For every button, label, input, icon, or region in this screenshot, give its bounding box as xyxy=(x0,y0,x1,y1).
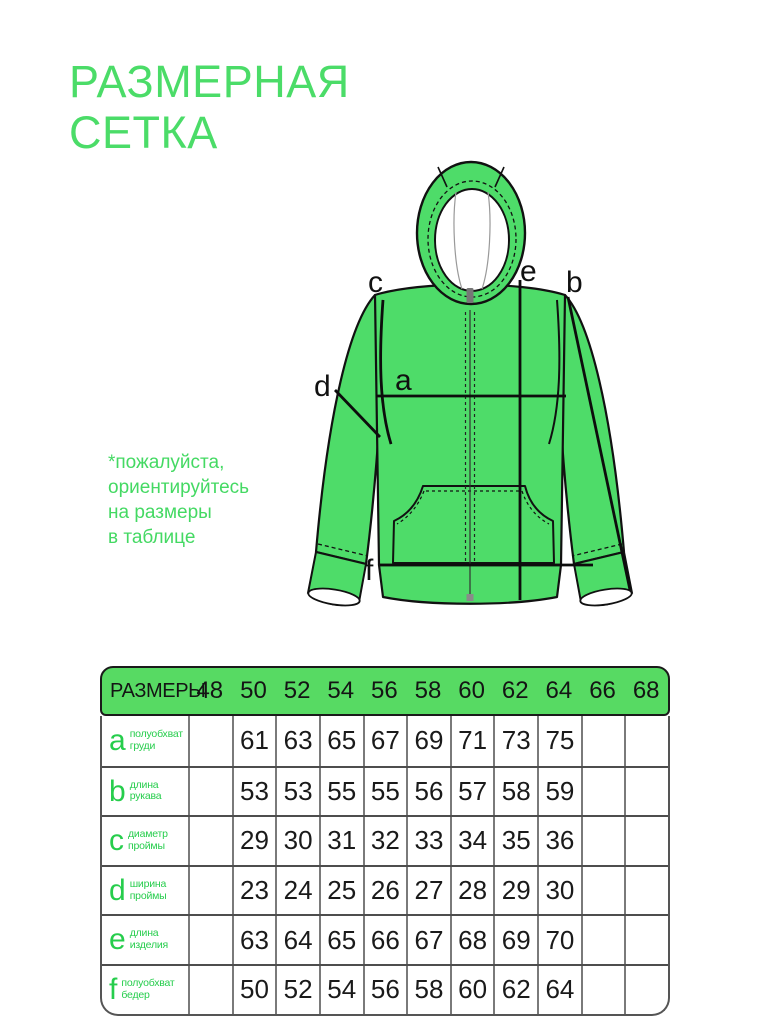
size-value-cell: 26 xyxy=(363,867,407,915)
size-column-header: 62 xyxy=(501,677,529,704)
size-column-header: 66 xyxy=(589,677,616,704)
size-value-cell: 56 xyxy=(363,966,407,1014)
size-value-cell: 69 xyxy=(493,916,537,964)
size-value-cell: 28 xyxy=(450,867,494,915)
size-value-cell: 23 xyxy=(232,867,276,915)
size-column-header: 50 xyxy=(240,677,267,704)
size-value-cell xyxy=(624,867,668,915)
note-line: на размеры xyxy=(108,502,212,524)
table-row xyxy=(102,815,668,865)
diagram-label-e: e xyxy=(520,255,537,288)
size-value-cell xyxy=(624,916,668,964)
size-column-header: 52 xyxy=(283,677,311,704)
table-corner-label: РАЗМЕРЫ xyxy=(110,679,206,702)
size-value-cell: 57 xyxy=(450,768,494,816)
size-value-cell: 65 xyxy=(319,916,363,964)
hoodie-pocket xyxy=(393,486,554,563)
measure-letter: c xyxy=(109,824,124,858)
size-value-cell: 54 xyxy=(319,966,363,1014)
size-value-cell xyxy=(581,867,625,915)
size-value-cell: 27 xyxy=(406,867,450,915)
measure-description: полуобхват бедер xyxy=(121,977,175,1001)
size-value-cell: 52 xyxy=(275,966,319,1014)
measure-description: длина рукава xyxy=(129,778,162,803)
size-column-header: 56 xyxy=(371,677,398,704)
size-value-cell: 73 xyxy=(493,716,537,766)
size-value-cell xyxy=(188,716,232,766)
size-value-cell: 55 xyxy=(363,768,407,816)
size-value-cell xyxy=(581,817,625,865)
note-line: *пожалуйста, xyxy=(108,452,225,473)
size-value-cell xyxy=(581,916,625,964)
table-row xyxy=(102,716,668,766)
size-value-cell xyxy=(188,867,232,915)
measure-label-cell xyxy=(102,867,188,915)
note-line: ориентируйтесь xyxy=(108,477,250,499)
size-value-cell xyxy=(624,817,668,865)
size-value-cell: 24 xyxy=(275,867,319,915)
diagram-label-d: d xyxy=(314,370,331,403)
measure-label-cell xyxy=(102,817,188,865)
size-value-cell xyxy=(581,768,625,816)
size-column-header: 60 xyxy=(458,677,485,704)
measure-label-cell xyxy=(102,966,188,1014)
size-value-cell xyxy=(188,768,232,816)
size-value-cell xyxy=(624,716,668,766)
table-row xyxy=(102,914,668,964)
size-value-cell xyxy=(581,966,625,1014)
size-value-cell: 68 xyxy=(450,916,494,964)
hoodie-right-sleeve xyxy=(559,295,633,608)
size-value-cell: 62 xyxy=(493,966,537,1014)
size-value-cell: 34 xyxy=(450,817,494,865)
measure-letter: e xyxy=(109,923,126,957)
measure-description: полуобхват груди xyxy=(129,728,183,752)
measure-letter: b xyxy=(109,774,126,808)
size-value-cell xyxy=(188,916,232,964)
measure-label-cell xyxy=(102,916,188,964)
size-value-cell: 58 xyxy=(406,966,450,1014)
size-value-cell: 64 xyxy=(275,916,319,964)
size-value-cell: 35 xyxy=(493,817,537,865)
size-value-cell: 65 xyxy=(319,716,363,766)
size-value-cell: 64 xyxy=(537,966,581,1014)
size-value-cell: 69 xyxy=(406,716,450,766)
table-row xyxy=(102,964,668,1014)
size-value-cell: 53 xyxy=(275,768,319,816)
size-value-cell: 63 xyxy=(275,716,319,766)
hoodie-sketch-svg xyxy=(280,150,680,650)
diagram-label-a: a xyxy=(395,364,412,397)
size-value-cell: 31 xyxy=(319,817,363,865)
page-title xyxy=(69,56,350,159)
measure-description: диаметр проймы xyxy=(128,828,168,852)
size-value-cell: 29 xyxy=(493,867,537,915)
zipper-bottom-stop xyxy=(467,594,474,601)
note-text xyxy=(108,450,249,550)
size-value-cell xyxy=(188,817,232,865)
size-value-cell xyxy=(624,966,668,1014)
measure-description: ширина проймы xyxy=(129,877,167,902)
size-value-cell: 33 xyxy=(406,817,450,865)
size-value-cell: 29 xyxy=(232,817,276,865)
size-column-header: 64 xyxy=(545,677,573,704)
size-value-cell: 67 xyxy=(363,716,407,766)
diagram-label-b: b xyxy=(566,266,583,299)
zipper-pull xyxy=(467,288,474,303)
size-value-cell: 58 xyxy=(493,768,537,816)
measure-letter: d xyxy=(109,873,126,907)
size-value-cell: 56 xyxy=(406,768,450,816)
size-value-cell: 59 xyxy=(537,768,581,816)
size-value-cell: 55 xyxy=(319,768,363,816)
measure-letter: a xyxy=(109,724,126,758)
note-line: в таблице xyxy=(108,527,196,549)
hoodie-hood xyxy=(417,162,525,304)
size-value-cell: 61 xyxy=(232,716,276,766)
size-value-cell: 66 xyxy=(363,916,407,964)
table-body xyxy=(100,716,670,1016)
size-value-cell: 67 xyxy=(406,916,450,964)
size-value-cell: 53 xyxy=(232,768,276,816)
hoodie-diagram xyxy=(280,150,680,650)
size-value-cell xyxy=(624,768,668,816)
size-value-cell: 71 xyxy=(450,716,494,766)
size-value-cell: 63 xyxy=(232,916,276,964)
diagram-label-f: f xyxy=(365,554,374,587)
size-value-cell: 36 xyxy=(537,817,581,865)
size-value-cell: 30 xyxy=(275,817,319,865)
size-value-cell: 50 xyxy=(232,966,276,1014)
table-row xyxy=(102,865,668,915)
size-value-cell: 30 xyxy=(537,867,581,915)
size-column-header: 54 xyxy=(327,677,355,704)
diagram-label-c: c xyxy=(368,266,383,299)
size-value-cell: 60 xyxy=(450,966,494,1014)
table-row xyxy=(102,766,668,816)
size-value-cell: 70 xyxy=(537,916,581,964)
size-column-header: 68 xyxy=(632,677,660,704)
size-value-cell: 75 xyxy=(537,716,581,766)
size-table xyxy=(100,666,670,1016)
measure-description: длина изделия xyxy=(129,927,169,952)
measure-label-cell xyxy=(102,768,188,816)
measure-letter: f xyxy=(109,973,118,1007)
size-value-cell xyxy=(581,716,625,766)
size-value-cell: 32 xyxy=(363,817,407,865)
size-column-header: 48 xyxy=(196,677,224,704)
size-value-cell: 25 xyxy=(319,867,363,915)
measure-label-cell xyxy=(102,716,188,766)
table-header-row xyxy=(100,666,670,716)
size-column-header: 58 xyxy=(414,677,442,704)
page-title-line2: СЕТКА xyxy=(69,107,218,159)
size-value-cell xyxy=(188,966,232,1014)
page-title-line1: РАЗМЕРНАЯ xyxy=(69,56,350,107)
